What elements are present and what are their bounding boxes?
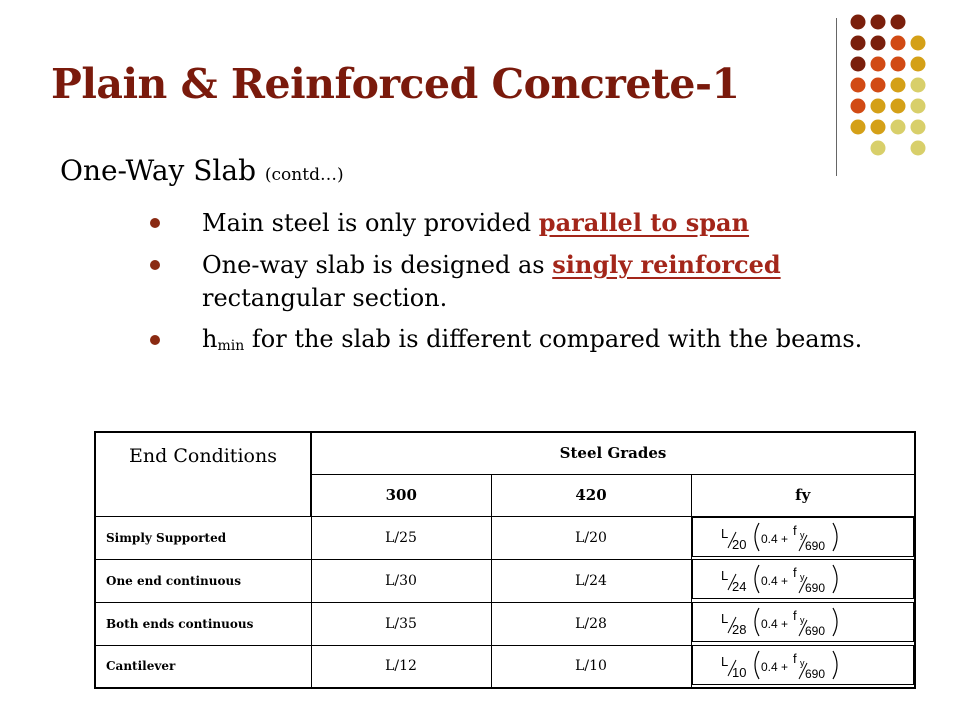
table-row [95, 516, 915, 559]
bullet-highlight: parallel to span [538, 208, 750, 237]
decorative-dot [891, 120, 906, 135]
decorative-dot [911, 120, 926, 135]
slide-title: Plain & Reinforced Concrete-1 [51, 60, 740, 108]
bullet-text-after: rectangular section. [202, 284, 448, 312]
end-condition-label: Cantilever [95, 645, 311, 688]
decorative-dot [871, 120, 886, 135]
formula-f: f [792, 565, 797, 580]
formula-plus: + [780, 617, 788, 631]
decorative-dot [891, 99, 906, 114]
fy-formula-cell [692, 559, 915, 599]
formula-690: 690 [804, 667, 825, 681]
decorative-dot [851, 57, 866, 72]
fy-formula-cell [692, 517, 915, 557]
formula-f: f [792, 651, 797, 666]
decorative-dot [871, 36, 886, 51]
bullet-dot-icon [150, 218, 160, 228]
formula-constant: 0.4 [760, 531, 778, 546]
bullet-item [150, 323, 890, 363]
formula-y: y [799, 658, 804, 668]
decorative-divider [836, 18, 837, 176]
formula-span-divisor: 28 [731, 622, 746, 637]
decorative-dot [851, 78, 866, 93]
steel-grades-header: Steel Grades [311, 432, 915, 474]
decorative-dot [871, 15, 886, 30]
value-300: L/30 [311, 559, 491, 602]
decorative-dot [851, 120, 866, 135]
fy-formula [719, 560, 869, 598]
fy-formula-cell [692, 645, 915, 685]
decorative-dot [891, 15, 906, 30]
bullet-highlight: singly reinforced [552, 250, 781, 279]
section-heading-main: One-Way Slab [60, 154, 265, 187]
decorative-dot [871, 57, 886, 72]
fy-formula-cell [692, 602, 915, 642]
formula-L: L [720, 611, 728, 626]
formula-constant: 0.4 [760, 617, 778, 631]
value-420: L/28 [491, 602, 691, 645]
bullet-item [150, 248, 890, 315]
decorative-dot [871, 78, 886, 93]
decorative-dot [911, 78, 926, 93]
grade-header-fy: fy [691, 474, 915, 516]
formula-L: L [720, 525, 728, 541]
formula-span-divisor: 20 [731, 536, 746, 552]
section-heading-note: (contd…) [264, 165, 344, 185]
formula-y: y [799, 572, 804, 582]
decorative-dot [871, 99, 886, 114]
formula-f: f [792, 608, 797, 623]
hmin-subscript: min [217, 338, 245, 354]
end-condition-label: Simply Supported [95, 516, 311, 559]
value-300: L/12 [311, 645, 491, 688]
value-300: L/25 [311, 516, 491, 559]
decorative-dot [891, 57, 906, 72]
min-thickness-table [94, 431, 916, 689]
formula-690: 690 [804, 581, 825, 595]
decorative-dot [911, 141, 926, 156]
section-heading [60, 154, 344, 187]
formula-constant: 0.4 [760, 574, 778, 588]
formula-L: L [720, 568, 728, 583]
decorative-dot [911, 57, 926, 72]
formula-690: 690 [804, 538, 825, 553]
bullet-dot-icon [150, 260, 160, 270]
bullet-list [150, 206, 890, 371]
formula-span-divisor: 24 [731, 579, 746, 594]
value-420: L/24 [491, 559, 691, 602]
value-420: L/10 [491, 645, 691, 688]
table-row [95, 559, 915, 602]
decorative-dot [851, 99, 866, 114]
end-condition-label: One end continuous [95, 559, 311, 602]
formula-plus: + [780, 531, 788, 546]
decorative-dot [851, 15, 866, 30]
bullet-dot-icon [150, 335, 160, 345]
formula-y: y [799, 615, 804, 625]
end-conditions-header: End Conditions [95, 432, 311, 516]
decorative-dot [851, 36, 866, 51]
fy-formula [719, 518, 869, 556]
grade-header-300: 300 [311, 474, 491, 516]
formula-span-divisor: 10 [731, 665, 746, 680]
formula-plus: + [780, 574, 788, 588]
end-condition-label: Both ends continuous [95, 602, 311, 645]
formula-690: 690 [804, 624, 825, 638]
table-row [95, 602, 915, 645]
formula-L: L [720, 654, 728, 669]
hmin-symbol: h [202, 325, 218, 353]
formula-constant: 0.4 [760, 660, 778, 674]
formula-plus: + [780, 660, 788, 674]
decorative-dot [891, 36, 906, 51]
bullet-text: One-way slab is designed as [202, 251, 553, 279]
bullet-text: Main steel is only provided [202, 209, 539, 237]
decorative-dot [911, 99, 926, 114]
value-300: L/35 [311, 602, 491, 645]
decorative-dot [911, 36, 926, 51]
bullet-item [150, 206, 890, 240]
bullet-text-after: for the slab is different compared with the beams. [244, 325, 863, 353]
grade-header-420: 420 [491, 474, 691, 516]
decorative-dot [871, 141, 886, 156]
value-420: L/20 [491, 516, 691, 559]
fy-formula [719, 646, 869, 684]
formula-f: f [792, 522, 797, 538]
table-row [95, 645, 915, 688]
fy-formula [719, 603, 869, 641]
formula-y: y [799, 529, 804, 540]
decorative-dot [891, 78, 906, 93]
